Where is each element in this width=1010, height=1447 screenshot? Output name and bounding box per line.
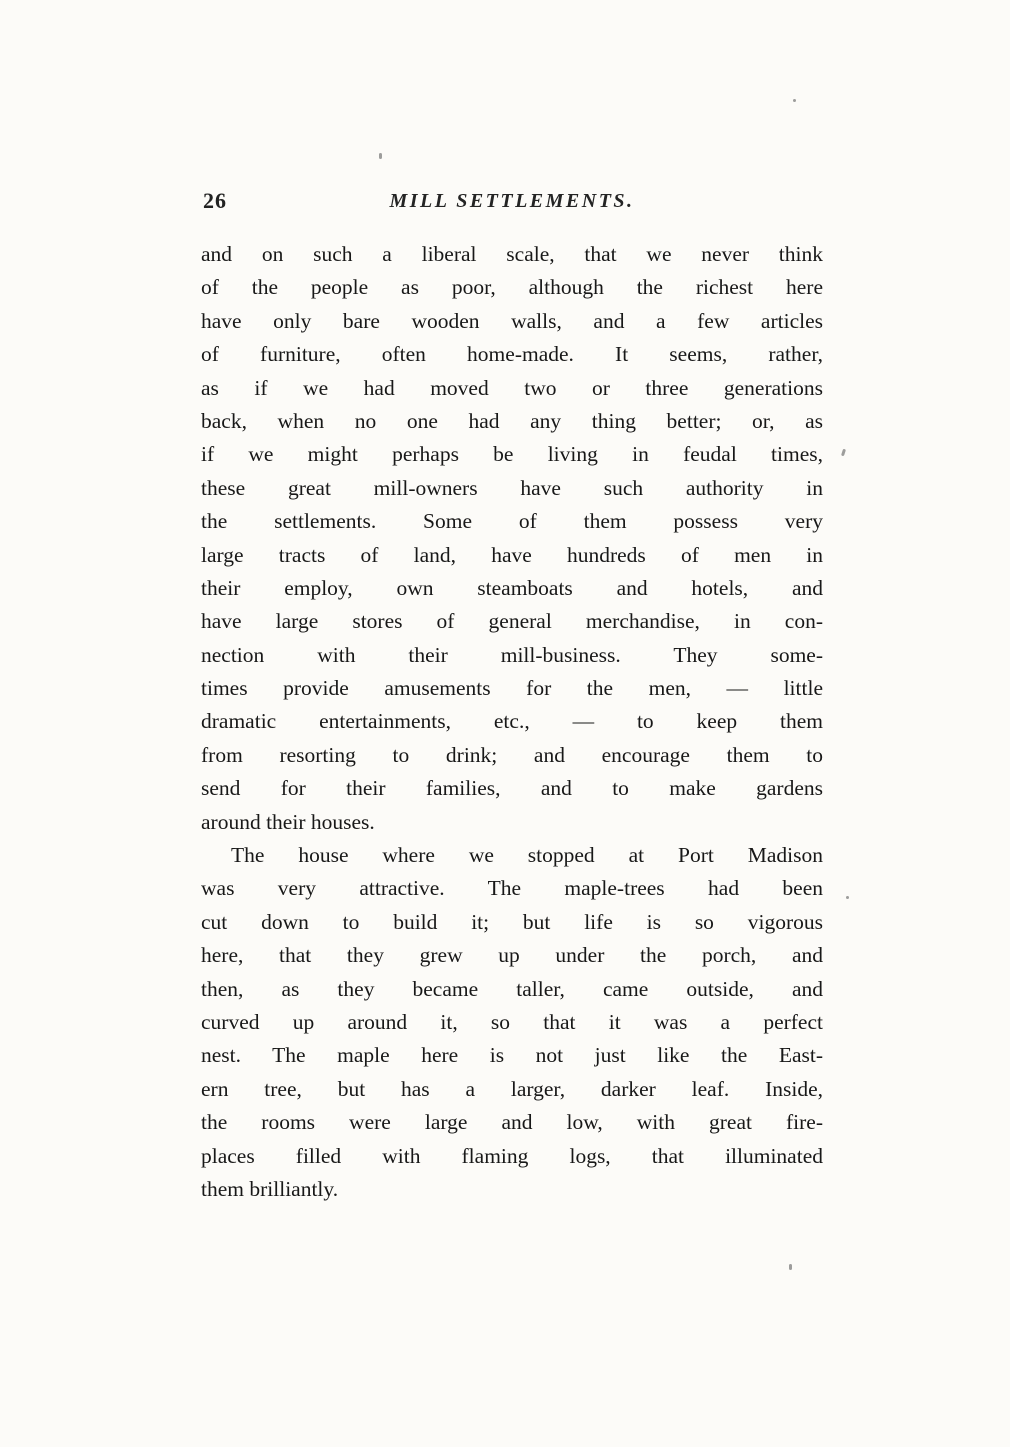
text-line: places filled with flaming logs, that illuminated	[201, 1143, 823, 1168]
scan-speck	[793, 99, 796, 102]
text-line: have only bare wooden walls, and a few articles	[201, 308, 823, 333]
text-line: was very attractive. The maple-trees had been	[201, 876, 823, 901]
text-line: then, as they became taller, came outside, and	[201, 976, 823, 1001]
scan-speck	[379, 153, 382, 159]
text-line: the rooms were large and low, with great fire-	[201, 1110, 823, 1135]
text-line: ern tree, but has a larger, darker leaf. Inside,	[201, 1076, 823, 1101]
paragraph	[201, 238, 823, 839]
scan-speck	[789, 1264, 792, 1270]
text-line: The house where we stopped at Port Madison	[231, 843, 823, 868]
text-line: their employ, own steamboats and hotels, and	[201, 575, 823, 600]
text-line: of the people as poor, although the richest here	[201, 275, 823, 300]
text-line: here, that they grew up under the porch, and	[201, 943, 823, 968]
text-line: have large stores of general merchandise, in con-	[201, 609, 823, 634]
text-line: times provide amusements for the men, — little	[201, 676, 823, 701]
scan-speck	[841, 449, 846, 457]
text-line: send for their families, and to make gardens	[201, 776, 823, 801]
text-line: dramatic entertainments, etc., — to keep them	[201, 709, 823, 734]
text-line: and on such a liberal scale, that we never think	[201, 242, 823, 266]
text-line: nest. The maple here is not just like the East-	[201, 1043, 823, 1068]
scan-speck	[846, 896, 849, 899]
text-line: as if we had moved two or three generations	[201, 375, 823, 400]
text-line: around their houses.	[201, 809, 375, 834]
text-line: from resorting to drink; and encourage them to	[201, 742, 823, 767]
text-line: of furniture, often home-made. It seems, rather,	[201, 342, 823, 367]
page-content	[201, 188, 823, 1206]
running-title: MILL SETTLEMENTS.	[389, 190, 635, 212]
text-line: large tracts of land, have hundreds of men in	[201, 542, 823, 567]
page-number: 26	[203, 188, 227, 213]
text-line: the settlements. Some of them possess very	[201, 509, 823, 534]
text-line: them brilliantly.	[201, 1176, 339, 1201]
page-header	[201, 188, 823, 222]
paragraph	[201, 839, 823, 1206]
text-line: if we might perhaps be living in feudal times,	[201, 442, 823, 467]
page-body	[201, 238, 823, 1206]
text-line: back, when no one had any thing better; or, as	[201, 408, 823, 433]
text-line: these great mill-owners have such authority in	[201, 475, 823, 500]
text-line: nection with their mill-business. They some-	[201, 642, 823, 667]
text-line: cut down to build it; but life is so vigorous	[201, 909, 823, 934]
text-line: curved up around it, so that it was a perfect	[201, 1009, 823, 1034]
